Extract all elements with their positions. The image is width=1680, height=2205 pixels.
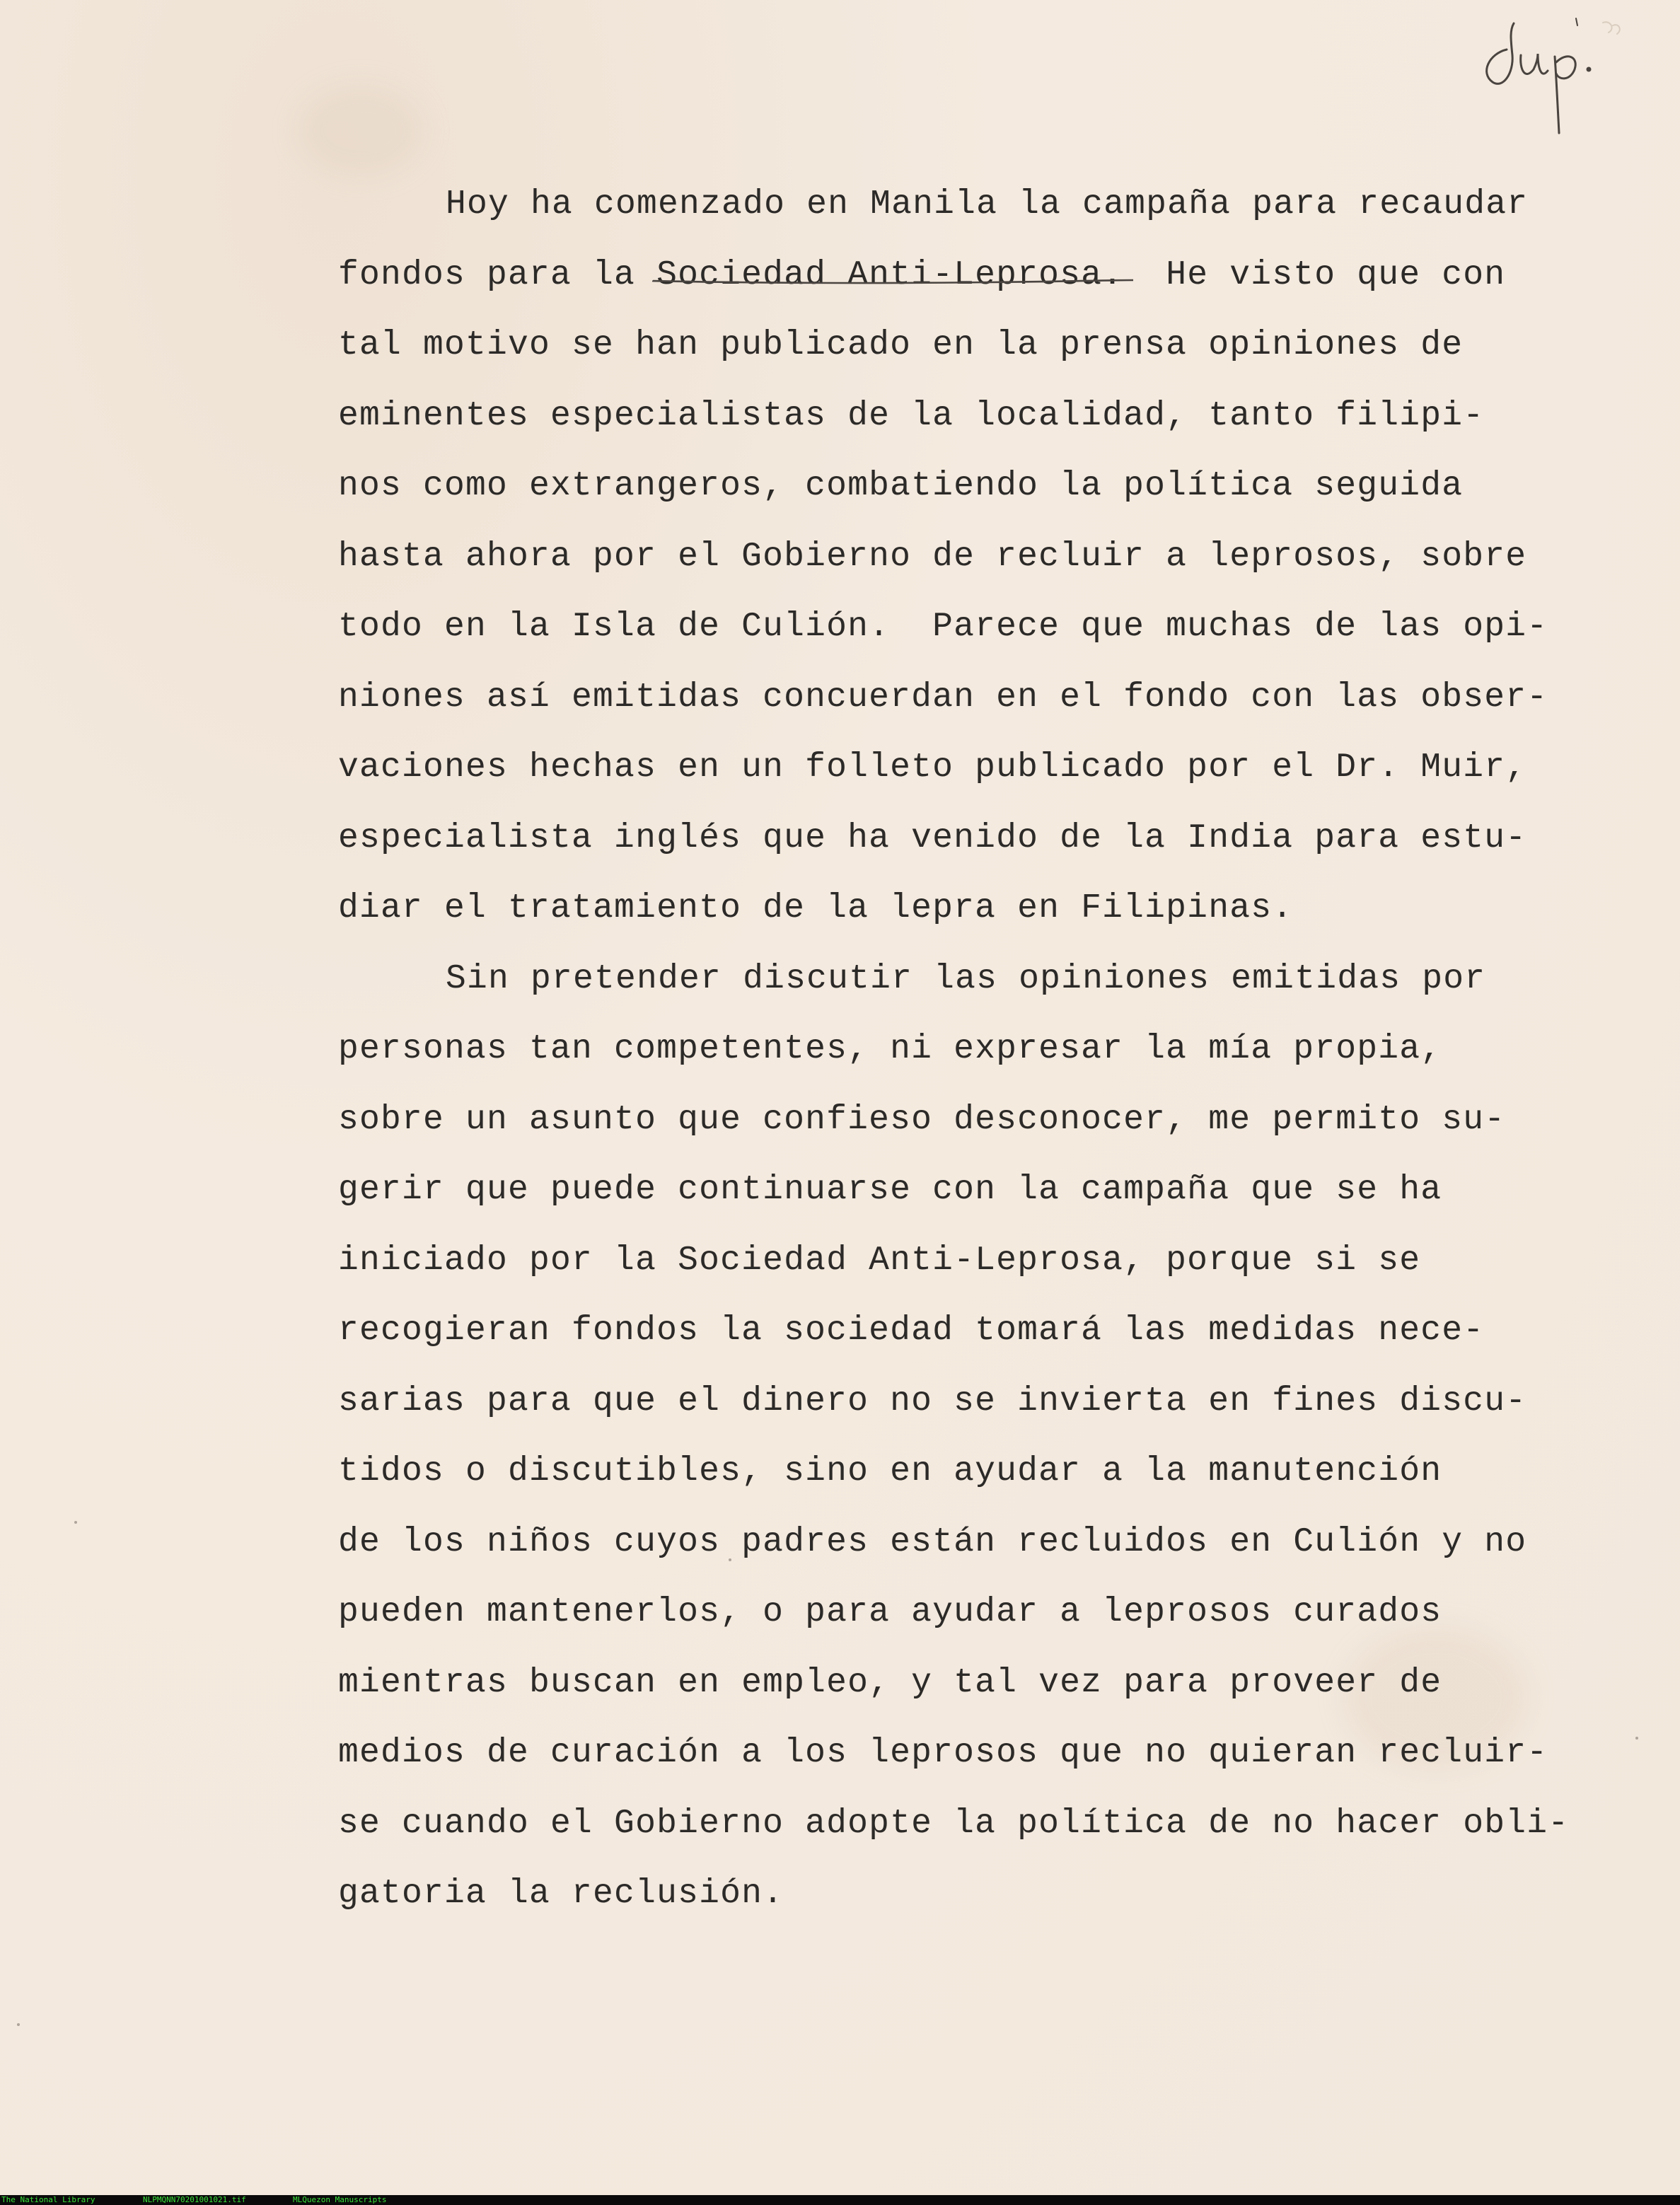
paper-speck <box>74 1521 77 1524</box>
text-line: tal motivo se han publicado en la prensa opiniones de <box>338 326 1464 364</box>
footer-library: The National Library <box>1 2195 95 2204</box>
text-line: eminentes especialistas de la localidad, tanto filipi- <box>338 396 1485 435</box>
text-line: medios de curación a los leprosos que no quieran recluir- <box>338 1734 1548 1772</box>
text-line: de los niños cuyos padres están recluidos en Culión y no <box>338 1522 1527 1561</box>
underlined-text: Sociedad Anti-Leprosa. <box>656 255 1124 294</box>
paper-speck <box>17 2023 20 2026</box>
handwritten-note-graphic <box>1464 13 1627 147</box>
scan-metadata-bar <box>0 2195 1680 2205</box>
text-line: recogieran fondos la sociedad tomará las medidas nece- <box>338 1312 1485 1350</box>
footer-collection: MLQuezon Manuscripts <box>293 2195 387 2204</box>
text-line: hasta ahora por el Gobierno de recluir a leprosos, sobre <box>338 537 1527 576</box>
text-line: tidos o discutibles, sino en ayudar a la manutención <box>338 1452 1442 1491</box>
text-line: especialista inglés que ha venido de la India para estu- <box>338 818 1527 857</box>
text-line: se cuando el Gobierno adopte la política de no hacer obli- <box>338 1804 1570 1843</box>
paper-stain <box>297 85 424 177</box>
text-line: personas tan competentes, ni expresar la mía propia, <box>338 1030 1442 1068</box>
text-segment: He visto que con <box>1123 255 1506 294</box>
text-line: gatoria la reclusión. <box>338 1875 784 1913</box>
text-line: iniciado por la Sociedad Anti-Leprosa, porque si se <box>338 1241 1421 1280</box>
text-line: vaciones hechas en un folleto publicado por el Dr. Muir, <box>338 748 1527 787</box>
paper-speck <box>1635 1737 1638 1740</box>
text-segment: fondos para la <box>338 255 657 294</box>
text-line-with-underline <box>338 241 1633 311</box>
text-line: sobre un asunto que confieso desconocer, me permito su- <box>338 1100 1506 1139</box>
text-line: Sin pretender discutir las opiniones emitidas por <box>446 959 1486 998</box>
footer-file-id: NLPMQNN70201001021.tif <box>143 2195 246 2204</box>
text-line: todo en la Isla de Culión. Parece que muchas de las opi- <box>338 608 1548 646</box>
text-line: nos como extrangeros, combatiendo la política seguida <box>338 467 1464 505</box>
text-line: Hoy ha comenzado en Manila la campaña para recaudar <box>446 185 1529 224</box>
text-line: niones así emitidas concuerdan en el fondo con las obser- <box>338 678 1548 717</box>
text-line: gerir que puede continuarse con la campaña que se ha <box>338 1171 1442 1209</box>
text-line: diar el tratamiento de la lepra en Filipinas. <box>338 889 1294 927</box>
underlined-phrase <box>656 256 1123 294</box>
handwritten-dup-note <box>1464 13 1627 147</box>
text-line: sarias para que el dinero no se invierta en fines discu- <box>338 1382 1527 1420</box>
text-line: pueden mantenerlos, o para ayudar a leprosos curados <box>338 1593 1442 1631</box>
letter-body <box>338 170 1633 1930</box>
pencil-underline <box>652 276 1133 286</box>
text-line: mientras buscan en empleo, y tal vez para proveer de <box>338 1663 1442 1702</box>
